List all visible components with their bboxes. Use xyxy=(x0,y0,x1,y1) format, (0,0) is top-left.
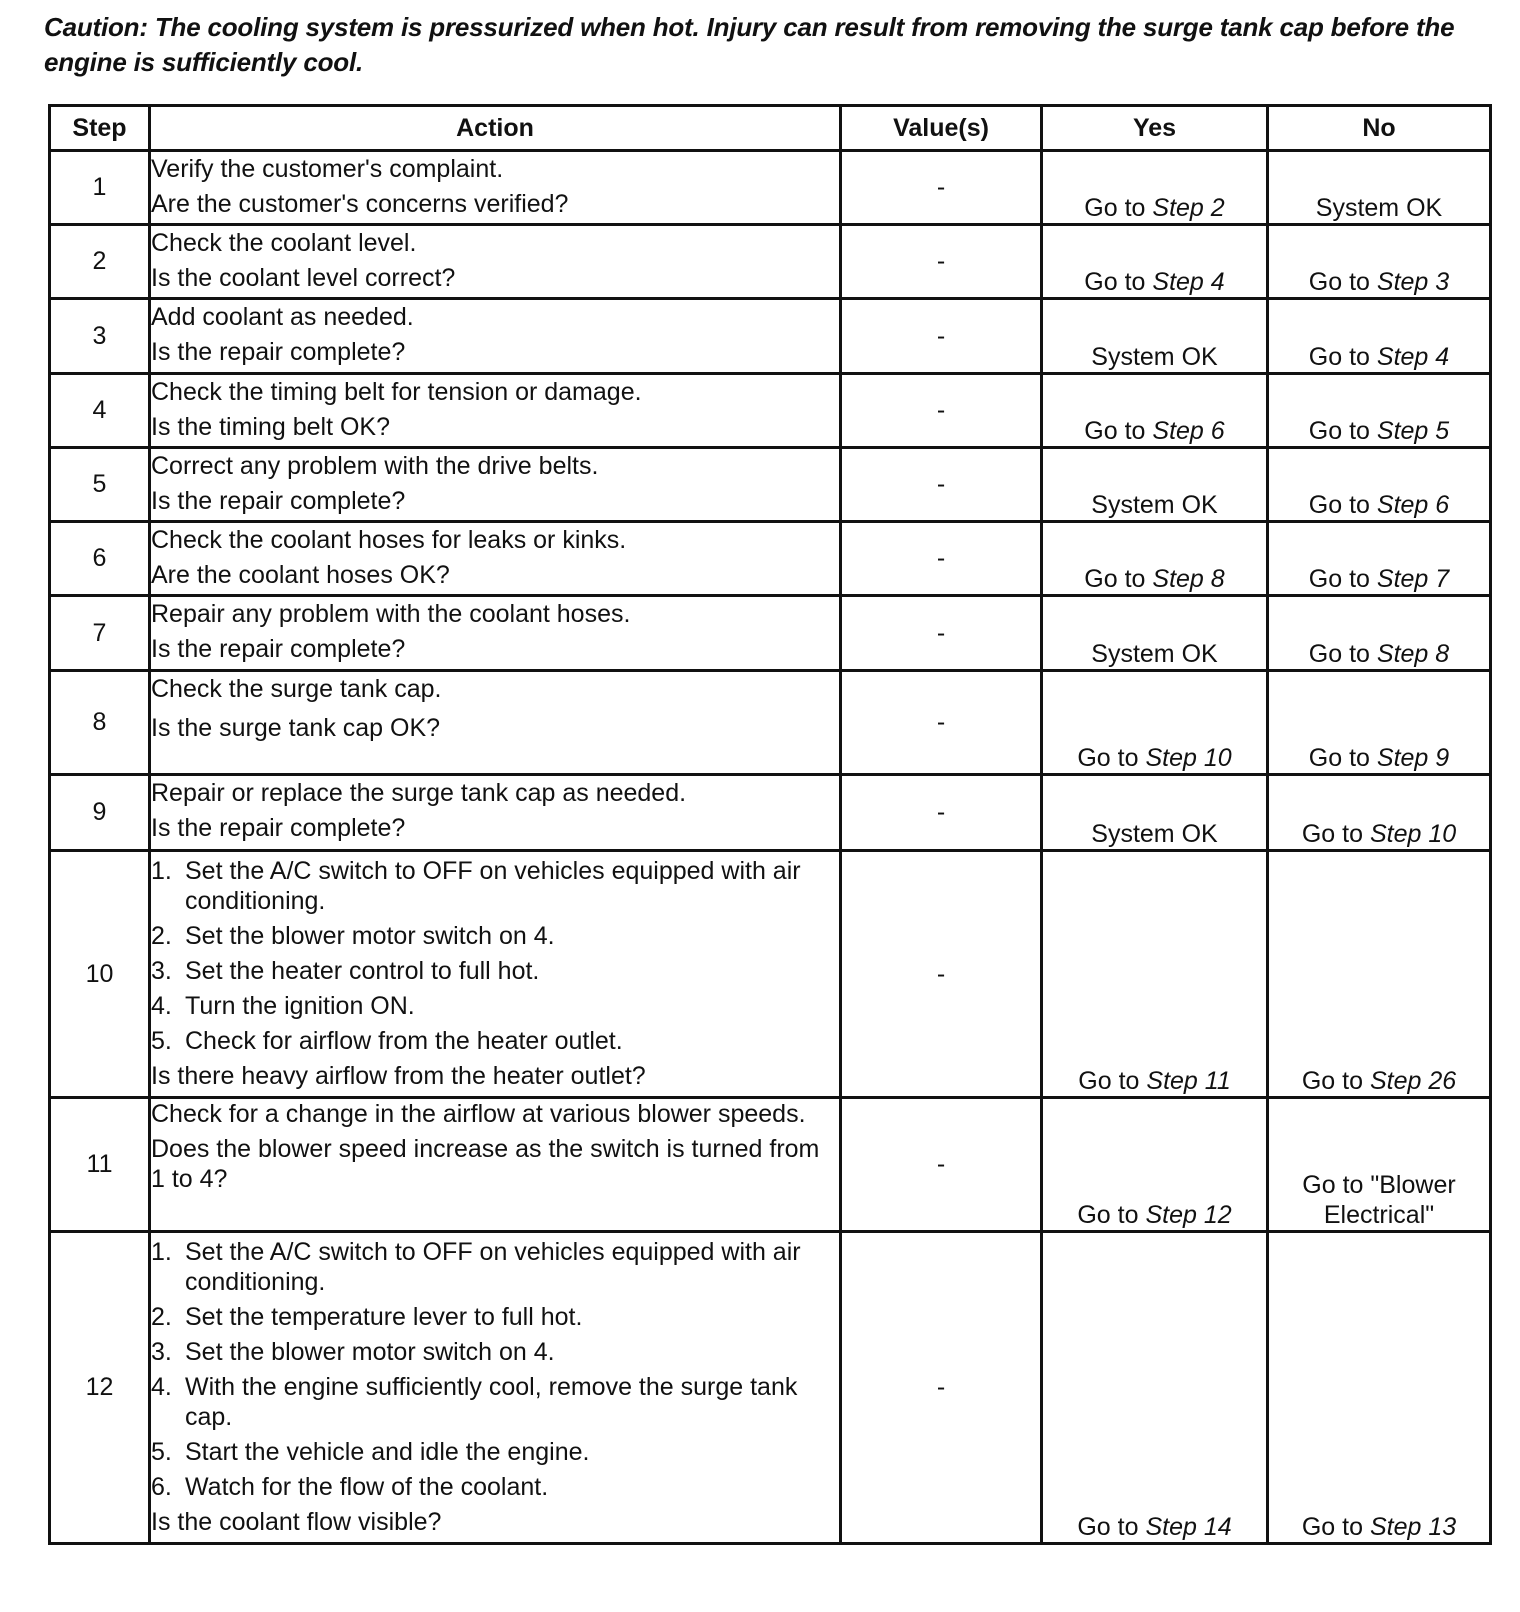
table-row xyxy=(50,1232,1491,1544)
step-number: 11 xyxy=(50,1098,150,1232)
action-list-item: 6. Watch for the flow of the coolant. xyxy=(151,1473,549,1501)
action-list-item: 1. Set the A/C switch to OFF on vehicles equipped with air conditioning. xyxy=(151,1238,801,1296)
action-list-item: 4. With the engine sufficiently cool, remove the surge tank cap. xyxy=(151,1373,798,1431)
table-row xyxy=(50,448,1491,522)
step-value: - xyxy=(841,1232,1042,1544)
table-row xyxy=(50,596,1491,671)
header-yes: Yes xyxy=(1042,106,1268,151)
result-yes: Go to Step 2 xyxy=(1042,151,1268,225)
step-action xyxy=(150,671,841,775)
result-yes: Go to Step 4 xyxy=(1042,225,1268,299)
action-list-item: 3. Set the blower motor switch on 4. xyxy=(151,1338,555,1366)
step-value: - xyxy=(841,374,1042,448)
step-reference: Step 14 xyxy=(1145,1513,1232,1541)
step-value: - xyxy=(841,851,1042,1098)
result-no: Go to Step 5 xyxy=(1268,374,1491,448)
action-instruction: Repair any problem with the coolant hoses. xyxy=(151,600,631,628)
result-yes: Go to Step 8 xyxy=(1042,522,1268,596)
action-list-item: 5. Start the vehicle and idle the engine. xyxy=(151,1438,590,1466)
step-reference: Step 7 xyxy=(1376,565,1450,593)
action-question: Is the timing belt OK? xyxy=(151,413,391,441)
action-list-item: 1. Set the A/C switch to OFF on vehicles equipped with air conditioning. xyxy=(151,857,801,915)
step-value: - xyxy=(841,225,1042,299)
step-action xyxy=(150,374,841,448)
step-action xyxy=(150,151,841,225)
step-value: - xyxy=(841,775,1042,851)
step-reference: Step 9 xyxy=(1376,744,1450,772)
step-reference: Step 26 xyxy=(1369,1067,1457,1095)
result-no: Go to Step 6 xyxy=(1268,448,1491,522)
result-no: System OK xyxy=(1268,151,1491,225)
result-no: Go to Step 9 xyxy=(1268,671,1491,775)
step-number: 10 xyxy=(50,851,150,1098)
step-reference: Step 6 xyxy=(1376,491,1450,519)
action-question: Is the repair complete? xyxy=(151,487,406,515)
action-question: Is there heavy airflow from the heater outlet? xyxy=(151,1062,646,1090)
table-row xyxy=(50,374,1491,448)
result-no: Go to "Blower Electrical" xyxy=(1268,1098,1491,1232)
result-yes: Go to Step 12 xyxy=(1042,1098,1268,1232)
caution-note: Caution: The cooling system is pressurized when hot. Injury can result from removing the surge tank cap before the engine is sufficiently cool. xyxy=(44,12,1455,77)
step-reference: Step 8 xyxy=(1376,640,1450,668)
step-number: 2 xyxy=(50,225,150,299)
step-reference: Step 8 xyxy=(1152,565,1225,593)
action-question: Are the customer's concerns verified? xyxy=(151,190,569,218)
step-number: 6 xyxy=(50,522,150,596)
step-value: - xyxy=(841,299,1042,374)
table-row xyxy=(50,1098,1491,1232)
table-row xyxy=(50,522,1491,596)
step-value: - xyxy=(841,596,1042,671)
result-yes: System OK xyxy=(1042,448,1268,522)
action-list-item: 4. Turn the ignition ON. xyxy=(151,992,415,1020)
step-reference: Step 2 xyxy=(1152,194,1225,222)
step-number: 3 xyxy=(50,299,150,374)
action-list-item: 2. Set the blower motor switch on 4. xyxy=(151,922,555,950)
action-list-item: 3. Set the heater control to full hot. xyxy=(151,957,540,985)
result-no: Go to Step 13 xyxy=(1268,1232,1491,1544)
result-yes: Go to Step 14 xyxy=(1042,1232,1268,1544)
diagnostic-table xyxy=(48,104,1492,1545)
table-row xyxy=(50,299,1491,374)
step-value: - xyxy=(841,671,1042,775)
step-action xyxy=(150,225,841,299)
step-action xyxy=(150,522,841,596)
step-number: 5 xyxy=(50,448,150,522)
step-action xyxy=(150,448,841,522)
step-reference: Step 6 xyxy=(1152,417,1225,445)
action-question: Is the coolant level correct? xyxy=(151,264,456,292)
result-yes: System OK xyxy=(1042,775,1268,851)
table-row xyxy=(50,775,1491,851)
action-instruction: Repair or replace the surge tank cap as needed. xyxy=(151,779,687,807)
result-yes: Go to Step 10 xyxy=(1042,671,1268,775)
step-value: - xyxy=(841,151,1042,225)
step-action xyxy=(150,775,841,851)
step-number: 12 xyxy=(50,1232,150,1544)
action-instruction: Check the coolant level. xyxy=(151,229,417,257)
action-list-item: 5. Check for airflow from the heater outlet. xyxy=(151,1027,623,1055)
action-question: Is the coolant flow visible? xyxy=(151,1508,442,1536)
header-value: Value(s) xyxy=(841,106,1042,151)
step-reference: Step 13 xyxy=(1369,1513,1457,1541)
action-instruction: Verify the customer's complaint. xyxy=(151,155,504,183)
result-no: Go to Step 8 xyxy=(1268,596,1491,671)
result-no: Go to Step 3 xyxy=(1268,225,1491,299)
step-reference: Step 11 xyxy=(1146,1067,1231,1095)
step-value: - xyxy=(841,522,1042,596)
step-number: 4 xyxy=(50,374,150,448)
action-question: Is the surge tank cap OK? xyxy=(151,714,441,742)
result-yes: Go to Step 6 xyxy=(1042,374,1268,448)
header-no: No xyxy=(1268,106,1491,151)
action-question: Is the repair complete? xyxy=(151,814,406,842)
action-instruction: Correct any problem with the drive belts. xyxy=(151,452,599,480)
action-question: Does the blower speed increase as the switch is turned from 1 to 4? xyxy=(151,1135,820,1193)
action-question: Is the repair complete? xyxy=(151,338,406,366)
action-instruction: Add coolant as needed. xyxy=(151,303,414,331)
result-no: Go to Step 26 xyxy=(1268,851,1491,1098)
action-instruction: Check the timing belt for tension or damage. xyxy=(151,378,642,406)
step-reference: Step 10 xyxy=(1369,820,1457,848)
step-action xyxy=(150,596,841,671)
step-reference: Step 12 xyxy=(1145,1201,1232,1229)
step-number: 1 xyxy=(50,151,150,225)
step-reference: Step 4 xyxy=(1376,343,1450,371)
action-question: Are the coolant hoses OK? xyxy=(151,561,450,589)
step-reference: Step 4 xyxy=(1152,268,1225,296)
step-action xyxy=(150,299,841,374)
table-header-row xyxy=(50,106,1491,151)
result-no: Go to Step 4 xyxy=(1268,299,1491,374)
action-instruction: Check the coolant hoses for leaks or kinks. xyxy=(151,526,627,554)
step-reference: Step 10 xyxy=(1145,744,1232,772)
result-no: Go to Step 7 xyxy=(1268,522,1491,596)
action-list-item: 2. Set the temperature lever to full hot. xyxy=(151,1303,583,1331)
step-action xyxy=(150,1232,841,1544)
result-yes: System OK xyxy=(1042,596,1268,671)
step-reference: Step 3 xyxy=(1376,268,1450,296)
step-reference: Step 5 xyxy=(1376,417,1450,445)
table-row xyxy=(50,671,1491,775)
result-no: Go to Step 10 xyxy=(1268,775,1491,851)
result-yes: Go to Step 11 xyxy=(1042,851,1268,1098)
step-number: 7 xyxy=(50,596,150,671)
step-action xyxy=(150,851,841,1098)
action-instruction: Check for a change in the airflow at various blower speeds. xyxy=(151,1100,806,1128)
step-number: 9 xyxy=(50,775,150,851)
header-action: Action xyxy=(150,106,841,151)
step-value: - xyxy=(841,1098,1042,1232)
table-row xyxy=(50,151,1491,225)
step-number: 8 xyxy=(50,671,150,775)
result-yes: System OK xyxy=(1042,299,1268,374)
header-step: Step xyxy=(50,106,150,151)
step-action xyxy=(150,1098,841,1232)
table-row xyxy=(50,851,1491,1098)
action-question: Is the repair complete? xyxy=(151,635,406,663)
action-instruction: Check the surge tank cap. xyxy=(151,675,442,703)
step-value: - xyxy=(841,448,1042,522)
table-row xyxy=(50,225,1491,299)
